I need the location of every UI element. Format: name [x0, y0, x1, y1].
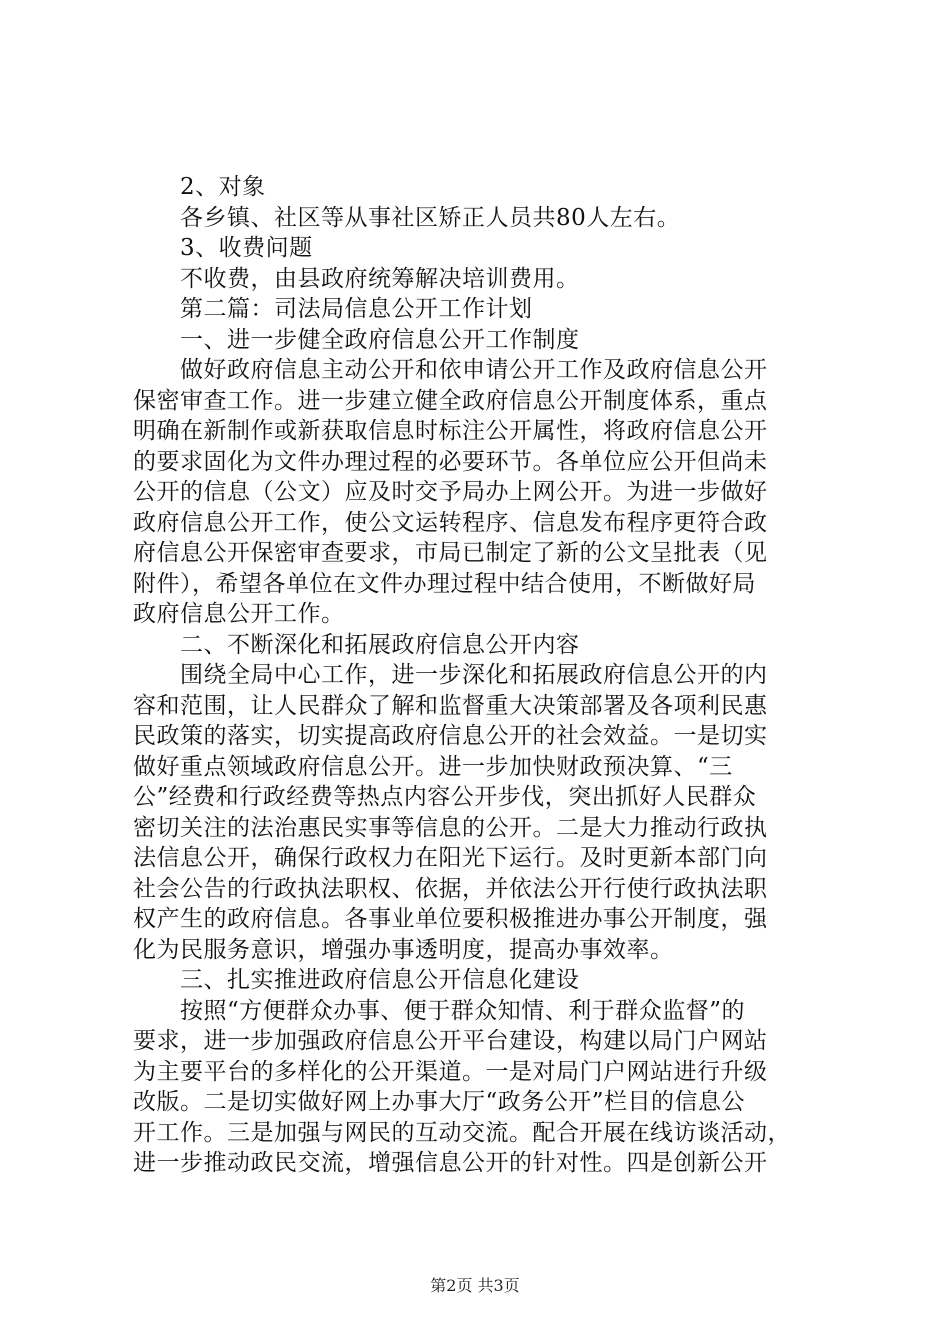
text-line: 进一步推动政民交流，增强信息公开的针对性。四是创新公开: [133, 1150, 768, 1176]
text-line: 要求，进一步加强政府信息公开平台建设，构建以局门户网站: [133, 1028, 768, 1054]
text-line: 改版。二是切实做好网上办事大厅“政务公开”栏目的信息公: [133, 1089, 746, 1115]
text-line: 公”经费和行政经费等热点内容公开步伐，突出抓好人民群众: [133, 784, 757, 810]
text-line: 各乡镇、社区等从事社区矫正人员共80人左右。: [180, 204, 681, 231]
text-line: 法信息公开，确保行政权力在阳光下运行。及时更新本部门向: [133, 845, 768, 871]
text-line: 明确在新制作或新获取信息时标注公开属性，将政府信息公开: [133, 418, 768, 444]
text-line: 政府信息公开工作，使公文运转程序、信息发布程序更符合政: [133, 509, 768, 536]
page-footer: 第2页 共3页: [430, 1276, 520, 1295]
text-line: 化为民服务意识，增强办事透明度，提高办事效率。: [133, 936, 674, 963]
text-line: 的要求固化为文件办理过程的必要环节。各单位应公开但尚未: [133, 448, 768, 475]
text-line: 开工作。三是加强与网民的互动交流。配合开展在线访谈活动，: [133, 1119, 791, 1146]
text-line: 2、对象: [180, 174, 266, 200]
text-line: 为主要平台的多样化的公开渠道。一是对局门户网站进行升级: [133, 1058, 768, 1085]
text-line: 权产生的政府信息。各事业单位要积极推进办事公开制度，强: [133, 906, 768, 932]
text-line: 一、进一步健全政府信息公开工作制度: [180, 326, 580, 353]
text-line: 做好重点领域政府信息公开。进一步加快财政预决算、“三: [133, 753, 733, 780]
text-line: 第二篇：司法局信息公开工作计划: [180, 296, 533, 322]
text-line: 府信息公开保密审查要求，市局已制定了新的公文呈批表（见: [133, 540, 768, 566]
text-line: 三、扎实推进政府信息公开信息化建设: [180, 967, 580, 993]
text-line: 附件），希望各单位在文件办理过程中结合使用，不断做好局: [133, 570, 756, 597]
text-line: 二、不断深化和拓展政府信息公开内容: [180, 631, 580, 658]
text-line: 密切关注的法治惠民实事等信息的公开。二是大力推动行政执: [133, 814, 768, 841]
text-line: 围绕全局中心工作，进一步深化和拓展政府信息公开的内: [180, 662, 768, 688]
text-line: 不收费，由县政府统筹解决培训费用。: [180, 265, 580, 292]
text-line: 公开的信息（公文）应及时交予局办上网公开。为进一步做好: [133, 479, 768, 505]
text-line: 做好政府信息主动公开和依申请公开工作及政府信息公开: [180, 357, 768, 383]
text-line: 社会公告的行政执法职权、依据，并依法公开行使行政执法职: [133, 875, 768, 902]
text-line: 保密审查工作。进一步建立健全政府信息公开制度体系，重点: [133, 387, 768, 414]
text-line: 3、收费问题: [180, 235, 313, 261]
text-line: 按照“方便群众办事、便于群众知情、利于群众监督”的: [180, 997, 746, 1024]
text-line: 容和范围，让人民群众了解和监督重大决策部署及各项利民惠: [133, 692, 768, 719]
document-body: [133, 172, 833, 1179]
text-line: 政府信息公开工作。: [133, 601, 345, 627]
text-line: 民政策的落实，切实提高政府信息公开的社会效益。一是切实: [133, 723, 768, 749]
